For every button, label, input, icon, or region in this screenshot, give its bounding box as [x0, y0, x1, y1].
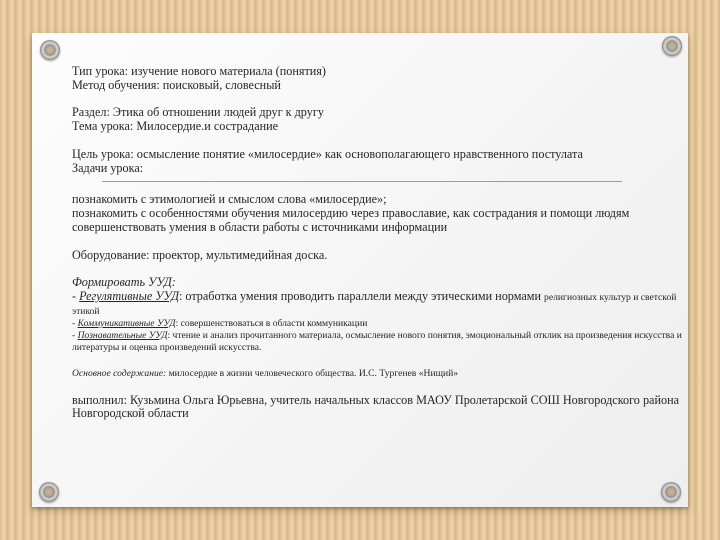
task-item: совершенствовать умения в области работы с источниками информации — [72, 219, 448, 234]
regulative-label: Регулятивные УУД — [79, 288, 179, 303]
uud-communicative: - Коммуникативные УУД: совершенствоваться в области коммуникации — [72, 317, 368, 329]
grommet-icon — [662, 36, 682, 56]
main-content-label: Основное содержание: — [72, 367, 167, 379]
task-item: познакомить с особенностями обучения милосердию через православие, как сострадания и помощи людям — [72, 206, 630, 221]
author-info: выполнил: Кузьмина Ольга Юрьевна, учитель начальных классов МАОУ Пролетарской СОШ Новгородского района Новгородской области — [72, 392, 680, 421]
tasks-label: Задачи урока: — [72, 160, 144, 175]
lesson-goal: Цель урока: осмысление понятие «милосердие» как основополагающего нравственного постулата — [72, 146, 583, 161]
slide-content — [72, 65, 682, 421]
grommet-icon — [40, 40, 60, 60]
divider — [102, 181, 622, 182]
uud-heading: Формировать УУД: — [72, 275, 176, 290]
uud-regulative: - Регулятивные УУД: отработка умения проводить параллели между этическими нормами религиозных культур и светской этикой — [72, 288, 677, 317]
task-item: познакомить с этимологией и смыслом слова «милосердие»; — [72, 192, 387, 207]
section: Раздел: Этика об отношении людей друг к другу — [72, 105, 324, 120]
grommet-icon — [39, 482, 59, 502]
cognitive-label: Познавательные УУД — [77, 329, 168, 341]
grommet-icon — [661, 482, 681, 502]
lesson-type: Тип урока: изучение нового материала (понятия) — [72, 64, 326, 78]
lesson-topic: Тема урока: Милосердие.и сострадание — [72, 119, 279, 134]
teaching-method: Метод обучения: поисковый, словесный — [72, 77, 281, 92]
uud-cognitive: - Познавательные УУД: чтение и анализ прочитанного материала, осмысление нового понятия, эмоциональный отклик на произведения искусства и литературы и оценка произведений искусства. — [72, 329, 682, 353]
equipment: Оборудование: проектор, мультимедийная доска. — [72, 247, 328, 262]
communicative-label: Коммуникативные УУД — [77, 317, 176, 329]
main-content: Основное содержание: милосердие в жизни человеческого общества. И.С. Тургенев «Нищий» — [72, 367, 459, 379]
